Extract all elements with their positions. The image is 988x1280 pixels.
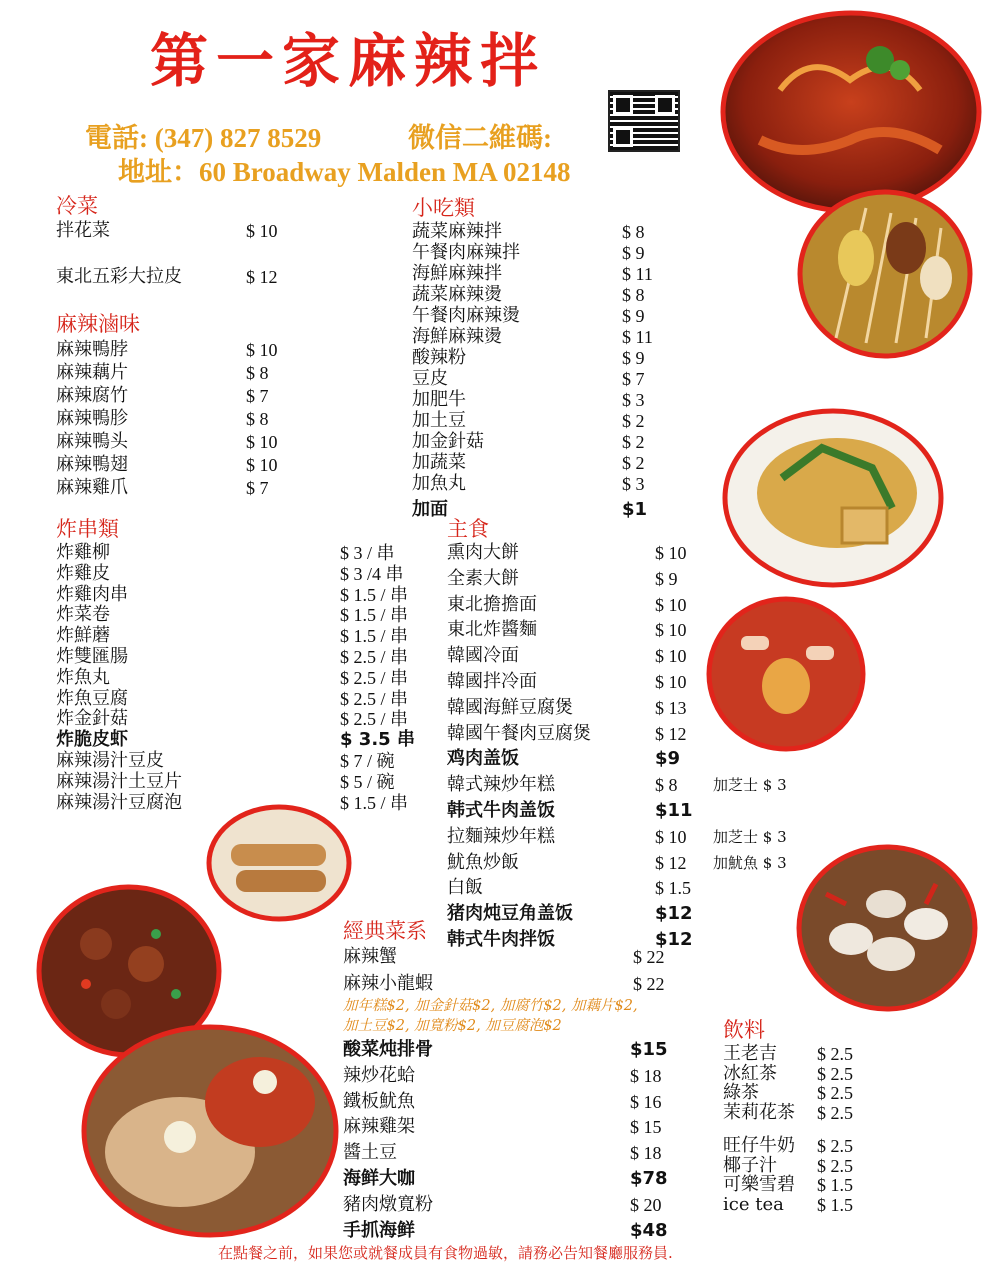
menu-item-price: $ 2.5 / 串 [340, 647, 409, 667]
menu-item-price: $ 8 [622, 222, 645, 242]
menu-item-price: $12 [655, 929, 693, 950]
allergy-notice: 在點餐之前，如果您或就餐成員有食物過敏，請務必告知餐廳服務員. [218, 1244, 673, 1262]
menu-item-price: $ 18 [630, 1143, 662, 1164]
menu-item-price: $ 3 /4 串 [340, 563, 404, 584]
menu-item-price: $ 1.5 [817, 1175, 853, 1195]
menu-item-price: $ 3.5 串 [340, 729, 415, 751]
menu-item-name: 炸金針菇 [56, 708, 128, 730]
menu-item-name: 炸脆皮虾 [56, 729, 128, 751]
phone-number[interactable]: 電話: (347) 827 8529 [85, 123, 322, 153]
menu-item-name: 旺仔牛奶 [723, 1135, 795, 1156]
menu-item-price: $ 7 [246, 478, 269, 498]
menu-item-name: 加金針菇 [412, 431, 484, 452]
menu-item-name: 午餐肉麻辣燙 [412, 305, 520, 326]
menu-item-price: $ 2.5 / 串 [340, 709, 409, 730]
menu-item-name: 韓國拌冷面 [447, 671, 537, 692]
menu-item-name: 茉莉花茶 [723, 1101, 795, 1123]
menu-item-name: 拉麵辣炒年糕 [447, 825, 555, 847]
menu-item-name: 東北擔擔面 [447, 593, 537, 615]
menu-item-price: $ 10 [655, 672, 687, 692]
menu-item-price: $ 12 [655, 723, 687, 744]
menu-item-name: 醬土豆 [343, 1142, 397, 1164]
menu-item-price: $ 10 [246, 432, 278, 452]
restaurant-name: 第一家麻辣拌 [150, 27, 547, 95]
menu-item-addon: 加芝士 $ 3 [713, 776, 787, 795]
menu-item-price: $ 10 [655, 826, 687, 847]
menu-item-price: $ 1.5 [817, 1194, 853, 1215]
menu-item-price: $ 8 [246, 409, 269, 429]
skewers-photo [796, 188, 974, 360]
menu-item-price: $ 2.5 [817, 1044, 853, 1064]
menu-item-name: ice tea [723, 1193, 784, 1215]
menu-item-price: $ 2 [622, 411, 645, 431]
menu-item-name: 炸雞肉串 [56, 583, 128, 605]
menu-item-name: 麻辣腐竹 [56, 385, 128, 406]
rice-cake-photo [706, 596, 866, 752]
menu-item-price: $ 10 [655, 620, 687, 641]
menu-item-price: $ 2.5 [817, 1063, 853, 1084]
menu-item-price: $ 1.5 / 串 [340, 605, 409, 626]
menu-item-price: $11 [655, 800, 693, 821]
menu-item-name: 炸鮮蘑 [56, 625, 110, 647]
menu-item-price: $ 11 [622, 264, 653, 284]
menu-item-price: $ 5 / 碗 [340, 771, 395, 792]
addon-line: 加年糕$2, 加金針菇$2, 加腐竹$2, 加藕片$2, [343, 998, 638, 1014]
menu-item-name: 蔬菜麻辣燙 [412, 284, 502, 305]
menu-item-name: 猪肉炖豆角盖饭 [447, 903, 573, 925]
menu-item-name: 加肥牛 [412, 389, 466, 410]
menu-item-name: 炸雙匯腸 [56, 646, 128, 667]
menu-item-price: $ 9 [622, 348, 645, 368]
menu-item-name: 東北炸醬麵 [447, 619, 537, 641]
menu-item-name: 王老吉 [723, 1043, 777, 1064]
menu-item-price: $48 [630, 1219, 668, 1241]
menu-item-name: 椰子汁 [723, 1154, 777, 1176]
menu-item-name: 海鮮麻辣拌 [412, 263, 502, 284]
menu-item-price: $ 7 [246, 386, 269, 406]
menu-item-price: $ 3 [622, 474, 645, 494]
menu-item-price: $ 8 [246, 363, 269, 383]
menu-item-price: $15 [630, 1039, 668, 1060]
menu-item-price: $ 2.5 [817, 1083, 853, 1103]
clams-photo [796, 844, 978, 1012]
menu-item-name: 麻辣鴨脖 [56, 339, 128, 360]
menu-item-price: $78 [630, 1168, 668, 1189]
menu-item-name: 加蔬菜 [412, 452, 466, 473]
menu-item-price: $ 2.5 / 串 [340, 688, 409, 709]
menu-item-name: 炸雞柳 [56, 542, 110, 563]
menu-item-price: $ 10 [655, 543, 687, 563]
menu-item-addon: 加魷魚 $ 3 [713, 853, 787, 872]
menu-item-name: 冰紅茶 [723, 1062, 777, 1084]
menu-item-name: 韓式辣炒年糕 [447, 774, 555, 796]
menu-item-price: $ 20 [630, 1194, 662, 1215]
menu-item-name: 酸辣粉 [412, 347, 466, 368]
menu-item-name: 辣炒花蛤 [343, 1064, 415, 1086]
menu-item-price: $ 3 [622, 390, 645, 410]
section-spicy-braised-title: 麻辣滷味 [56, 312, 140, 336]
menu-item-price: $ 8 [622, 285, 645, 305]
menu-item-name: 麻辣鴨胗 [56, 408, 128, 429]
menu-item-price: $ 13 [655, 697, 687, 718]
menu-item-price: $ 2.5 [817, 1102, 853, 1123]
menu-item-name: 加面 [412, 499, 448, 520]
menu-item-name: 炸魚豆腐 [56, 687, 128, 709]
menu-item-name: 可樂雪碧 [723, 1174, 795, 1195]
menu-item-price: $ 7 / 碗 [340, 751, 395, 771]
cold-noodle-photo [80, 1022, 340, 1240]
menu-item-price: $ 7 [622, 369, 645, 389]
menu-item-name: 豬肉燉寬粉 [343, 1193, 433, 1215]
menu-item-price: $ 18 [630, 1065, 662, 1086]
address: 地址：60 Broadway Malden MA 02148 [118, 157, 571, 187]
menu-item-name: 炸菜卷 [56, 604, 110, 626]
menu-item-price: $ 8 [655, 775, 678, 796]
menu-item-name: 韓國海鮮豆腐煲 [447, 696, 573, 718]
menu-item-price: $ 1.5 [655, 878, 691, 899]
menu-item-name: 綠茶 [723, 1082, 759, 1103]
menu-item-name: 麻辣鴨头 [56, 431, 128, 452]
menu-item-price: $ 9 [622, 243, 645, 263]
menu-item-price: $ 16 [630, 1091, 662, 1112]
menu-item-price: $ 9 [655, 568, 678, 589]
wechat-qr-code[interactable] [608, 90, 680, 152]
menu-item-name: 海鲜大咖 [343, 1168, 415, 1189]
menu-item-name: 蔬菜麻辣拌 [412, 221, 502, 242]
menu-item-name: 豆皮 [412, 368, 448, 389]
menu-item-price: $ 10 [655, 646, 687, 667]
menu-item-price: $ 9 [622, 306, 645, 326]
section-fried-skewers-title: 炸串類 [56, 517, 119, 541]
menu-item-price: $ 11 [622, 327, 653, 347]
menu-item-price: $ 2.5 [817, 1136, 853, 1156]
menu-item-name: 炸雞皮 [56, 562, 110, 584]
menu-item-name: 麻辣湯汁豆腐泡 [56, 791, 182, 813]
section-drinks-title: 飲料 [723, 1018, 765, 1042]
menu-item-price: $ 15 [630, 1117, 662, 1138]
menu-item-name: 炸魚丸 [56, 666, 110, 688]
section-cold-dishes-title: 冷菜 [56, 194, 98, 218]
addon-line: 加土豆$2, 加寬粉$2, 加豆腐泡$2 [343, 1018, 562, 1034]
menu-item-name: 鸡肉盖饭 [447, 748, 519, 770]
menu-item-addon: 加芝士 $ 3 [713, 827, 787, 846]
menu-item-price: $ 1.5 / 串 [340, 626, 409, 647]
menu-item-name: 魷魚炒飯 [447, 851, 519, 873]
menu-item-name: 麻辣湯汁豆皮 [56, 750, 164, 771]
menu-item-price: $ 1.5 / 串 [340, 792, 409, 813]
menu-item-price: $ 2 [622, 453, 645, 473]
section-snacks-title: 小吃類 [412, 196, 475, 220]
section-mains-title: 主食 [447, 517, 489, 541]
menu-item-price: $ 2 [622, 432, 645, 452]
menu-item-name: 酸菜炖排骨 [343, 1039, 433, 1060]
crepe-roll-photo [206, 804, 352, 922]
section-classics-title: 經典菜系 [343, 919, 427, 943]
hot-pot-dish-photo [722, 408, 944, 588]
menu-item-name: 加土豆 [412, 410, 466, 431]
menu-item-name: 韓國午餐肉豆腐煲 [447, 722, 591, 744]
menu-item-name: 韩式牛肉拌饭 [447, 929, 555, 950]
menu-item-name: 麻辣藕片 [56, 362, 128, 383]
menu-item-name: 鐵板魷魚 [343, 1090, 415, 1112]
menu-item-name: 麻辣雞爪 [56, 477, 128, 498]
menu-item-price: $12 [655, 903, 693, 925]
menu-item-name: 韓國冷面 [447, 645, 519, 667]
menu-item-price: $ 12 [655, 852, 687, 873]
menu-item-name: 白飯 [447, 877, 483, 899]
wechat-label: 微信二維碼: [408, 123, 552, 153]
menu-item-name: 麻辣雞架 [343, 1116, 415, 1138]
menu-item-price: $ 10 [246, 455, 278, 475]
menu-item-name: 麻辣湯汁土豆片 [56, 770, 182, 792]
menu-item-price: $ 10 [246, 340, 278, 360]
menu-item-name: 熏肉大餅 [447, 542, 519, 563]
menu-item-name: 手抓海鲜 [343, 1219, 415, 1241]
menu-item-price: $ 2.5 / 串 [340, 667, 409, 688]
menu-item-name: 韩式牛肉盖饭 [447, 800, 555, 821]
menu-item-name: 全素大餅 [447, 567, 519, 589]
menu-item-name: 加魚丸 [412, 473, 466, 494]
menu-item-price: $1 [622, 499, 648, 520]
menu-item-name: 海鮮麻辣燙 [412, 326, 502, 347]
menu-item-price: $ 2.5 [817, 1155, 853, 1176]
menu-item-price: $ 3 / 串 [340, 543, 395, 563]
crawfish-photo [720, 10, 982, 215]
menu-item-name: 麻辣鴨翅 [56, 454, 128, 475]
menu-item-price: $ 10 [655, 594, 687, 615]
menu-item-name: 午餐肉麻辣拌 [412, 242, 520, 263]
menu-item-price: $ 1.5 / 串 [340, 584, 409, 605]
menu-item-price: $9 [655, 748, 681, 770]
